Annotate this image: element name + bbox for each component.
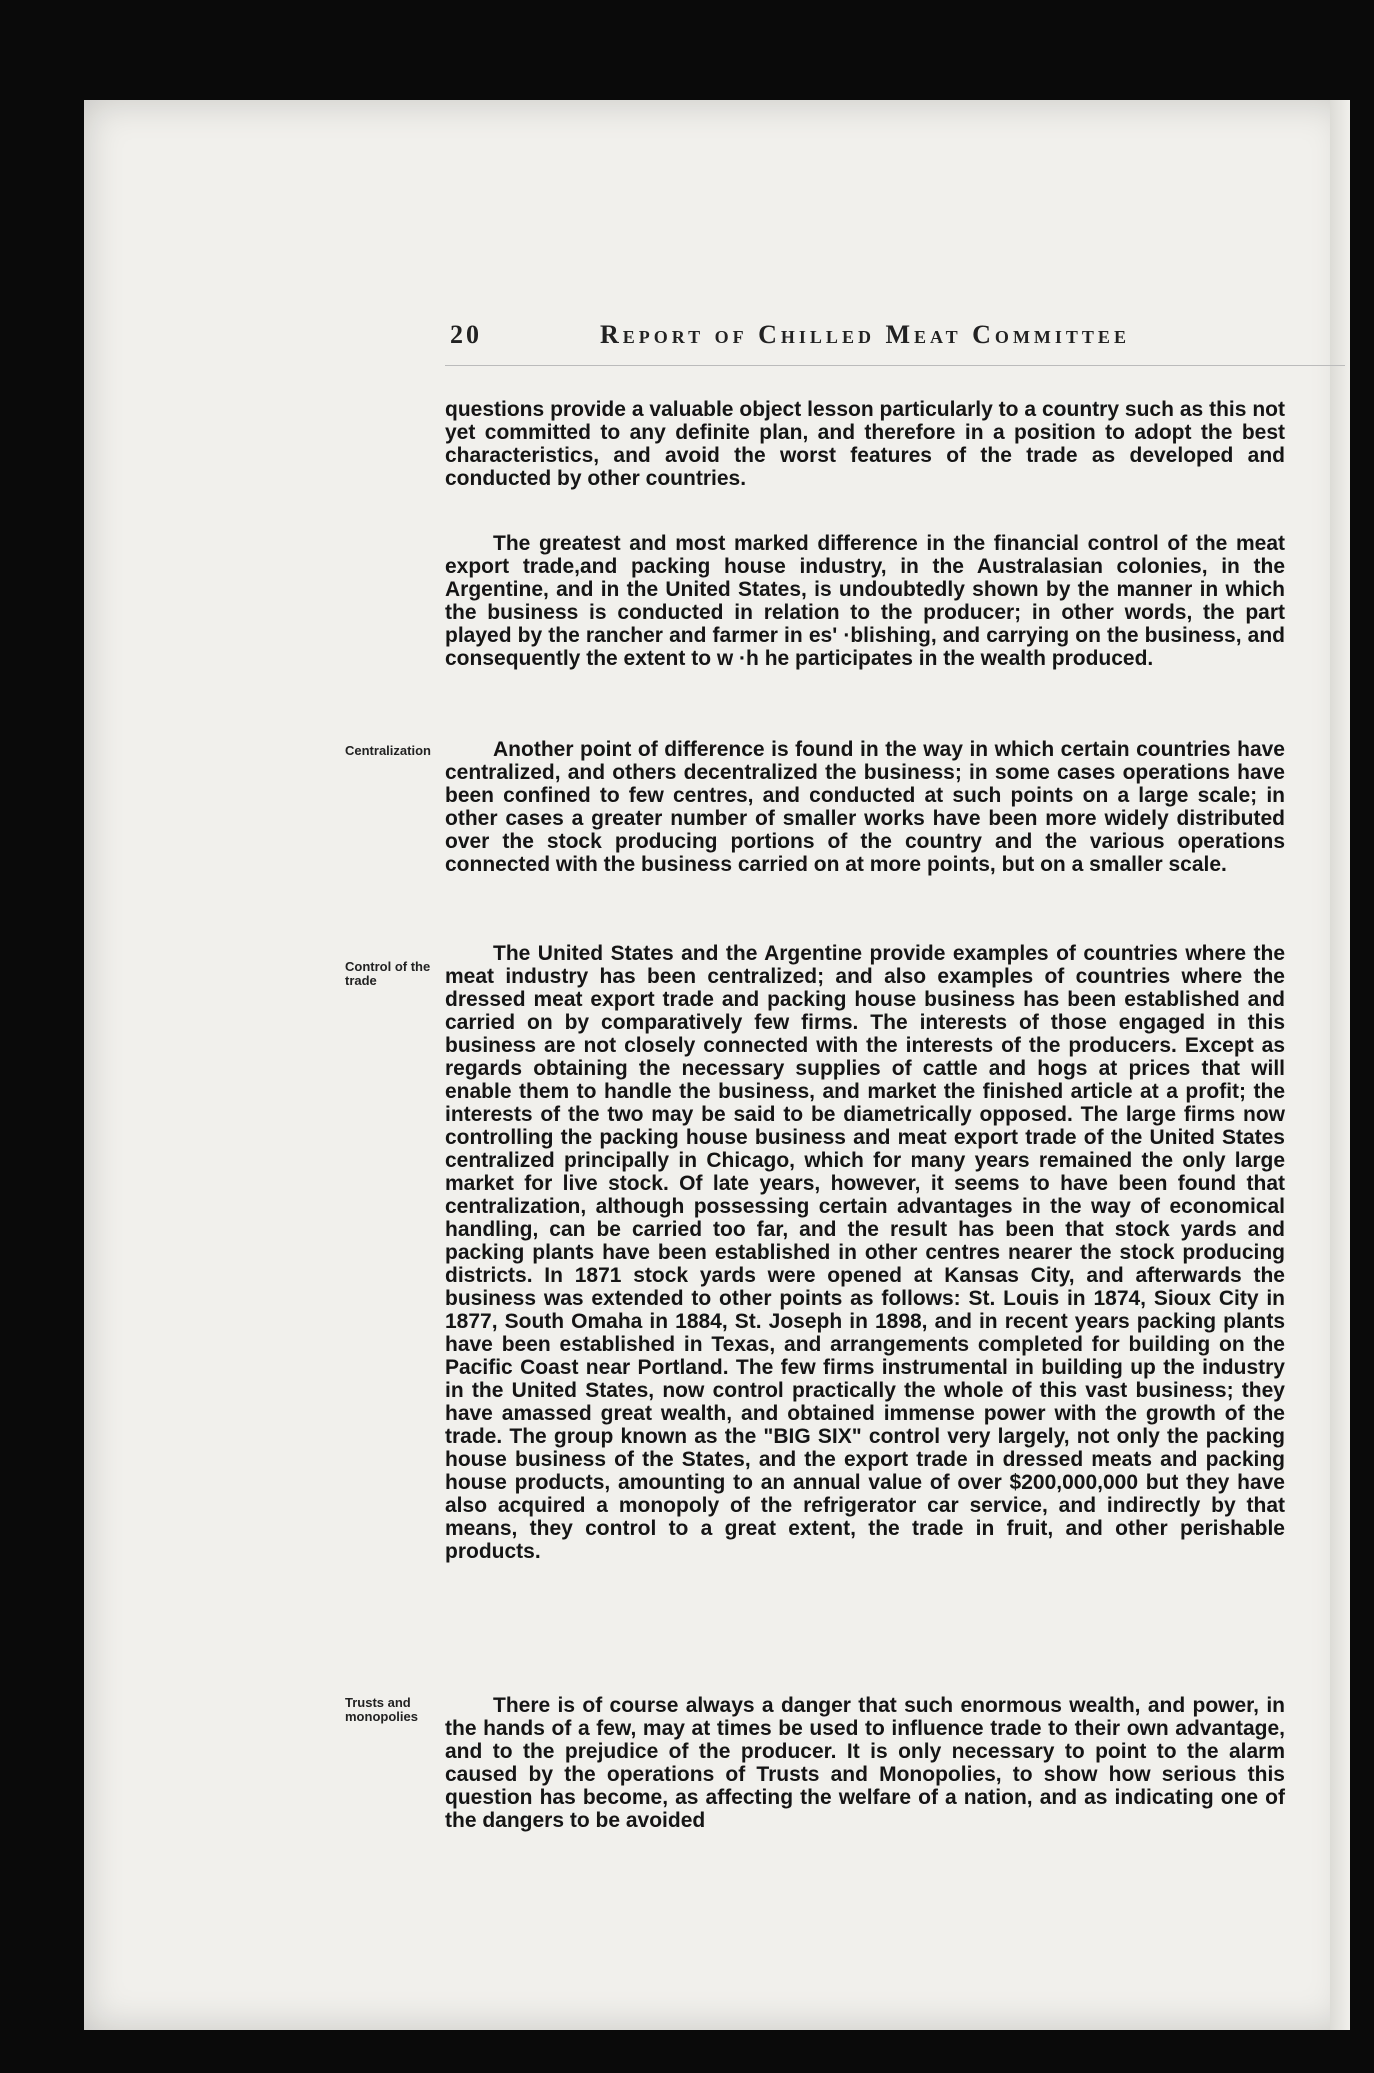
margin-note-control: Control of the trade [345, 959, 431, 988]
running-title: Report of Chilled Meat Committee [600, 320, 1130, 349]
paragraph-1: questions provide a valuable object lesson particularly to a country such as this not yet committed to any definite plan, and therefore in a position to adopt the best characteristics, and avoid the worst features of the trade as developed and conducted by other countries. [445, 398, 1285, 490]
paragraph-2: The greatest and most marked difference in the financial control of the meat export trade,and packing house industry, in the Australasian colonies, in the Argentine, and in the United States, is undoubtedly shown by the manner in which the business is conducted in relation to the producer; in other words, the part played by the rancher and farmer in es' ·blishing, and carrying on the business, and consequently the extent to w ·h he participates in the wealth produced. [445, 532, 1285, 670]
paragraph-3: Another point of difference is found in the way in which certain countries have centralized, and others decentralized the business; in some cases operations have been confined to few centres, and conducted at such points on a large scale; in other cases a greater number of smaller works have been more widely distributed over the stock producing portions of the country and the various operations connected with the business carried on at more points, but on a smaller scale. [445, 738, 1285, 876]
margin-note-centralization: Centralization [345, 743, 431, 758]
paragraph-5: There is of course always a danger that such enormous wealth, and power, in the hands of a few, may at times be used to influence trade to their own advantage, and to the prejudice of the producer. It is only necessary to point to the alarm caused by the operations of Trusts and Monopolies, to show how serious this question has become, as affecting the welfare of a nation, and as indicating one of the dangers to be avoided [445, 1694, 1285, 1832]
running-header [450, 320, 1310, 360]
margin-note-trusts: Trusts and monopolies [345, 1695, 418, 1724]
header-rule [445, 365, 1345, 366]
paragraph-4: The United States and the Argentine provide examples of countries where the meat industry has been centralized; and also examples of countries where the dressed meat export trade and packing house business has been established and carried on by comparatively few firms. The interests of those engaged in this business are not closely connected with the interests of the producers. Except as regards obtaining the necessary supplies of cattle and hogs at prices that will enable them to handle the business, and market the finished article at a profit; the interests of the two may be said to be diametrically opposed. The large firms now controlling the packing house business and meat export trade of the United States centralized principally in Chicago, which for many years remained the only large market for live stock. Of late years, however, it seems to have been found that centralization, although possessing certain advantages in the way of economical handling, can be carried too far, and the result has been that stock yards and packing plants have been established in other centres nearer the stock producing districts. In 1871 stock yards were opened at Kansas City, and afterwards the business was extended to other points as follows: St. Louis in 1874, Sioux City in 1877, South Omaha in 1884, St. Joseph in 1898, and in recent years packing plants have been established in Texas, and arrangements completed for building on the Pacific Coast near Portland. The few firms instrumental in building up the industry in the United States, now control practically the whole of this vast business; they have amassed great wealth, and obtained immense power with the growth of the trade. The group known as the "BIG SIX" control very largely, not only the packing house business of the States, and the export trade in dressed meats and packing house products, amounting to an annual value of over $200,000,000 but they have also acquired a monopoly of the refrigerator car service, and indirectly by that means, they control to a great extent, the trade in fruit, and other perishable products. [445, 942, 1285, 1563]
page-edge-shadow [1330, 100, 1350, 2030]
page-number: 20 [450, 320, 482, 349]
